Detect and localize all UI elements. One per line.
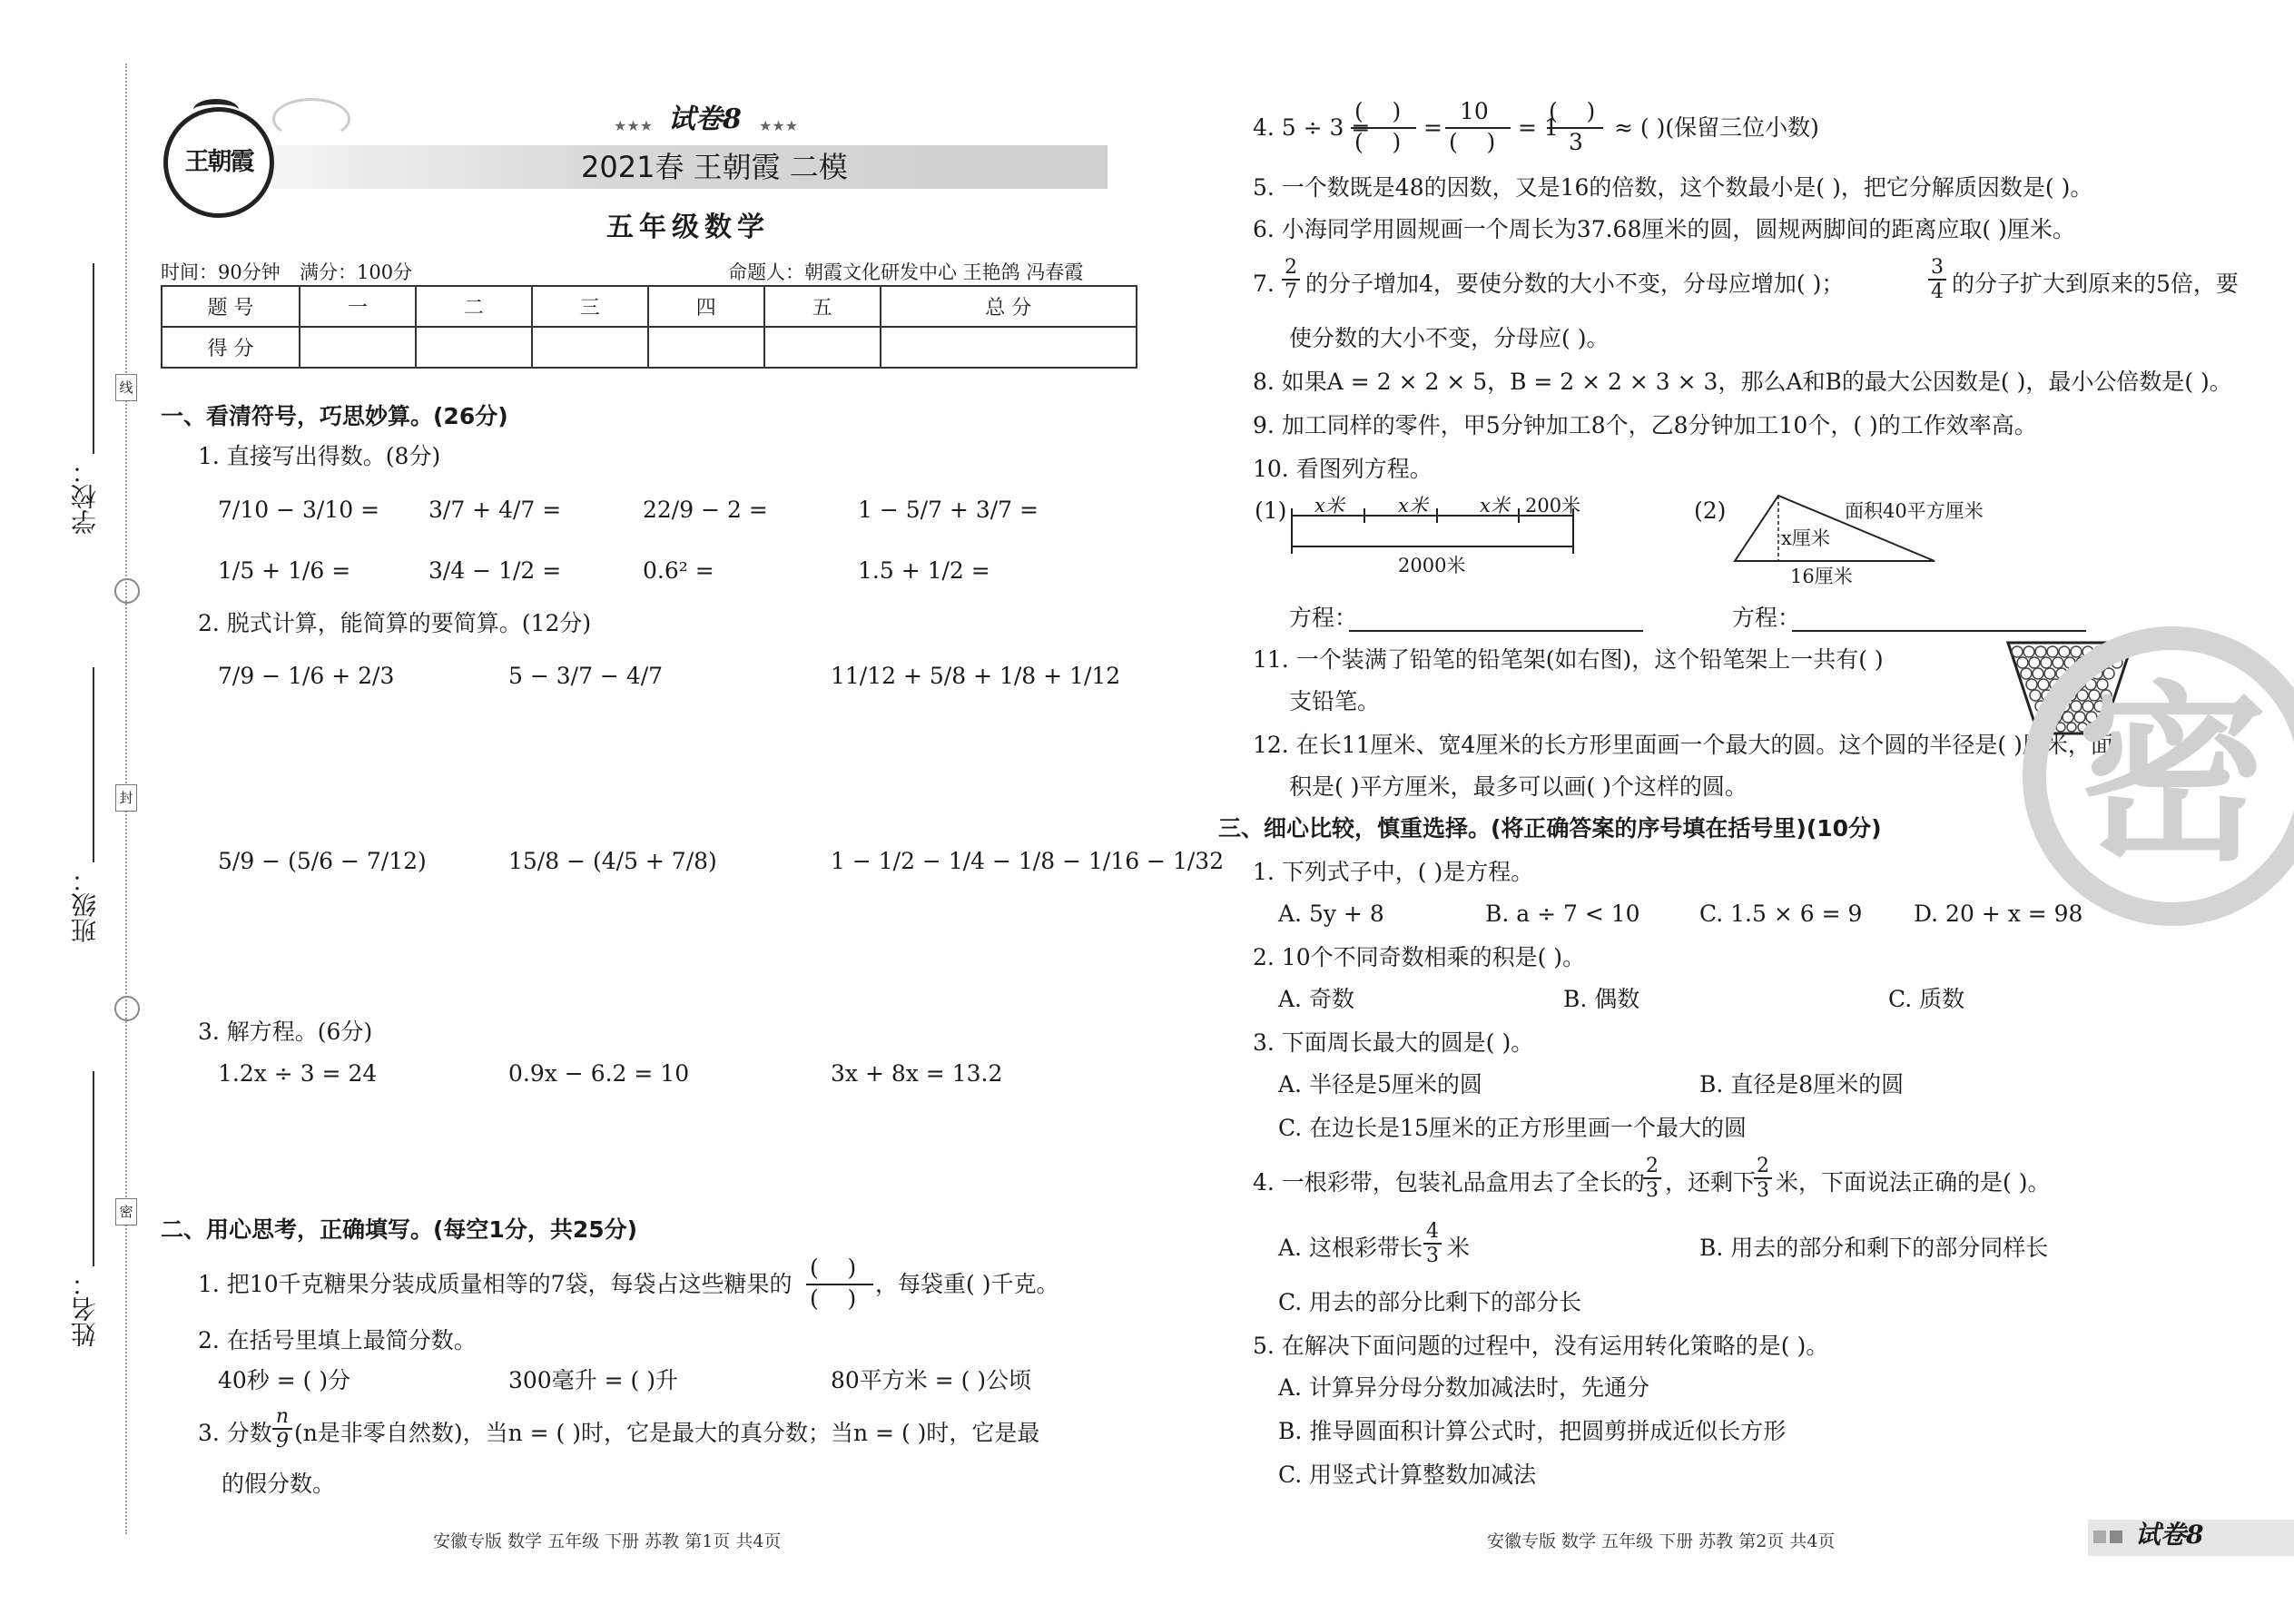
s2-q1-text-b: ，每袋重( )千克。 [875, 1271, 1059, 1297]
denominator: 3 [1423, 1243, 1442, 1267]
section1-title: 一、看清符号，巧思妙算。(26分) [161, 403, 508, 429]
ribbon-decoration-icon [272, 98, 350, 140]
equation-answer-line[interactable] [1349, 630, 1643, 632]
paper-stars-left: ★★★ [614, 117, 654, 134]
s2-q12: 12. 在长11厘米、宽4厘米的长方形里面画一个最大的圆。这个圆的半径是( )厘米，面 [1253, 732, 2113, 758]
s2-q4-text: 4. 5 ÷ 3 = [1253, 114, 1371, 141]
s2-q6: 6. 小海同学用圆规画一个周长为37.68厘米的圆，圆规两脚间的距离应取( )厘米。 [1253, 216, 2075, 242]
eq-sign: = [1423, 114, 1442, 141]
s2-q7-text: 7. [1253, 271, 1275, 297]
name-label: 姓名： [70, 1271, 100, 1347]
s1-q1-item: 0.6² = [643, 557, 714, 584]
fig2-area-label: 面积40平方厘米 [1845, 500, 1984, 522]
eq-label: 方程： [1732, 605, 1801, 631]
score-cell: 四 [648, 286, 764, 327]
three-quarters-fraction [1928, 256, 1946, 303]
s2-q5: 5. 一个数既是48的因数，又是16的倍数，这个数最小是( )，把它分解质因数是( )。 [1253, 174, 2093, 201]
frac2-num: 10 [1460, 98, 1489, 124]
section2-title: 二、用心思考，正确填写。(每空1分，共25分) [161, 1216, 638, 1243]
denominator: 9 [272, 1428, 292, 1452]
footer-paper-tag: 试卷8 [2135, 1520, 2204, 1550]
score-cell: 一 [300, 286, 416, 327]
denominator-blank: ( ) [810, 1285, 857, 1312]
s2-q11-b: 支铅笔。 [1289, 688, 1381, 714]
score-cell: 得 分 [162, 327, 300, 368]
eq-sign: = 1 [1518, 114, 1559, 141]
fig1-seg-label: x米 [1480, 495, 1510, 517]
exam-time: 时间：90分钟 [161, 261, 281, 283]
s2-q10-part2-label: (2) [1694, 497, 1727, 524]
score-cell: 三 [532, 286, 648, 327]
s2-q7-text-b: 的分子增加4，要使分数的大小不变，分母应增加( )； [1305, 271, 1845, 297]
s1-q2-title: 2. 脱式计算，能简算的要简算。(12分) [198, 610, 592, 636]
footer-tag-squares-icon [2093, 1530, 2106, 1543]
binding-tag-line: 线 [115, 374, 137, 401]
frac3-den: 3 [1569, 129, 1583, 155]
score-cell: 题 号 [162, 286, 300, 327]
logo-crown-icon [193, 99, 239, 121]
s3-q4-option-a-unit: 米 [1447, 1235, 1471, 1261]
s3-q5-option[interactable]: C. 用竖式计算整数加减法 [1278, 1462, 1537, 1488]
s2-q12-b: 积是( )平方厘米，最多可以画( )个这样的圆。 [1289, 773, 1748, 800]
s2-q8: 8. 如果A = 2 × 2 × 5，B = 2 × 2 × 3 × 3，那么A和B的最大公因数是( )，最小公倍数是( )。 [1253, 369, 2232, 395]
s2-q2-text: 2. 在括号里填上最简分数。 [198, 1327, 477, 1353]
denominator: 7 [1282, 279, 1300, 303]
numerator-blank: ( ) [810, 1255, 857, 1281]
score-input[interactable] [300, 327, 416, 368]
footer-tag-squares-icon [2110, 1530, 2122, 1543]
score-table-header-row [162, 286, 1137, 327]
score-input[interactable] [416, 327, 532, 368]
denominator: 3 [1754, 1177, 1772, 1202]
s1-q3-title: 3. 解方程。(6分) [198, 1019, 373, 1045]
frac1-num: ( ) [1354, 98, 1402, 124]
footer-left: 安徽专版 数学 五年级 下册 苏教 第1页 共4页 [433, 1531, 782, 1551]
s2-q3-text-b: (n是非零自然数)，当n = ( )时，它是最大的真分数；当n = ( )时，它是最 [294, 1420, 1040, 1446]
s2-q11: 11. 一个装满了铅笔的铅笔架(如右图)，这个铅笔架上一共有( ) [1253, 646, 1884, 673]
name-field[interactable] [93, 1071, 94, 1266]
s1-q1-item: 3/7 + 4/7 = [428, 497, 562, 523]
binding-hole-icon [114, 996, 140, 1021]
s1-q2-item: 5/9 − (5/6 − 7/12) [218, 848, 427, 874]
s2-q7-text-c: 的分子扩大到原来的5倍，要 [1952, 271, 2239, 297]
denominator: 4 [1928, 279, 1946, 303]
s1-q1-title: 1. 直接写出得数。(8分) [198, 443, 441, 469]
score-table-score-row [162, 327, 1137, 368]
s3-q1-option[interactable]: C. 1.5 × 6 = 9 [1699, 901, 1863, 927]
numerator: 2 [1285, 256, 1297, 279]
s1-q2-item: 1 − 1/2 − 1/4 − 1/8 − 1/16 − 1/32 [831, 848, 1225, 874]
s3-q4-text-b: ，还剩下 [1665, 1169, 1757, 1196]
s1-q1-item: 3/4 − 1/2 = [428, 557, 562, 584]
stamp-text: 密 [2076, 664, 2268, 887]
school-field[interactable] [93, 263, 94, 454]
s3-q2-option[interactable]: B. 偶数 [1563, 986, 1640, 1012]
exam-title: 2021春 王朝霞 二模 [581, 150, 848, 184]
score-cell: 五 [764, 286, 881, 327]
two-thirds-fraction [1754, 1155, 1772, 1202]
fig1-seg-label: x米 [1398, 495, 1428, 517]
score-input[interactable] [764, 327, 881, 368]
score-table [161, 285, 1137, 369]
fig2-height-label: x厘米 [1781, 527, 1830, 549]
subject-title: 五年级数学 [606, 212, 770, 243]
s3-q4-option-a[interactable]: A. 这根彩带长 [1278, 1235, 1423, 1261]
s2-q3-text-c: 的假分数。 [222, 1471, 336, 1497]
s1-q1-item: 1.5 + 1/2 = [858, 557, 990, 584]
four-thirds-fraction [1423, 1220, 1442, 1267]
s2-q2-item: 80平方米 = ( )公顷 [831, 1367, 1032, 1393]
section3-title: 三、细心比较，慎重选择。(将正确答案的序号填在括号里)(10分) [1218, 815, 1882, 842]
paper-number: 试卷8 [668, 103, 742, 135]
s1-q1-item: 7/10 − 3/10 = [218, 497, 380, 523]
s2-q9: 9. 加工同样的零件，甲5分钟加工8个，乙8分钟加工10个，( )的工作效率高。 [1253, 412, 2037, 438]
n-over-9-fraction [272, 1405, 292, 1460]
frac2-den: ( ) [1449, 129, 1496, 155]
s2-q10-part1-label: (1) [1255, 497, 1287, 524]
numerator: 3 [1931, 256, 1944, 279]
s1-q2-item: 11/12 + 5/8 + 1/8 + 1/12 [831, 663, 1121, 689]
two-sevenths-fraction [1282, 256, 1300, 303]
class-label: 班级： [70, 867, 100, 943]
numerator: 2 [1757, 1155, 1769, 1177]
exam-full-score: 满分：100分 [300, 261, 413, 283]
s2-q3-text: 3. 分数 [198, 1420, 272, 1446]
s1-q1-item: 22/9 − 2 = [643, 497, 768, 523]
s3-q2-option[interactable]: A. 奇数 [1278, 986, 1354, 1012]
binding-tag-seal: 封 [115, 784, 137, 812]
score-input[interactable] [532, 327, 648, 368]
s3-q4-text: 4. 一根彩带，包装礼品盒用去了全长的 [1253, 1169, 1645, 1196]
s1-q2-item: 7/9 − 1/6 + 2/3 [218, 663, 395, 689]
fig2-base-label: 16厘米 [1790, 566, 1853, 587]
denominator: 3 [1643, 1177, 1661, 1202]
footer-right: 安徽专版 数学 五年级 下册 苏教 第2页 共4页 [1487, 1531, 1836, 1551]
score-input[interactable] [648, 327, 764, 368]
s3-q3-option[interactable]: C. 在边长是15厘米的正方形里画一个最大的圆 [1278, 1115, 1747, 1141]
s3-q1-option[interactable]: B. a ÷ 7 < 10 [1485, 901, 1640, 927]
fig1-total-label: 2000米 [1398, 555, 1466, 576]
binding-hole-icon [114, 578, 140, 604]
score-cell: 总 分 [881, 286, 1137, 327]
s3-q2-option[interactable]: C. 质数 [1888, 986, 1965, 1012]
s1-q3-item: 0.9x − 6.2 = 10 [508, 1060, 690, 1087]
two-thirds-fraction [1643, 1155, 1661, 1202]
s3-q1-option[interactable]: A. 5y + 8 [1278, 901, 1384, 927]
s1-q1-item: 1 − 5/7 + 3/7 = [858, 497, 1039, 523]
school-label: 学校： [70, 458, 100, 535]
s3-q4-text-c: 米，下面说法正确的是( )。 [1776, 1169, 2051, 1196]
s2-q2-item: 300毫升 = ( )升 [508, 1367, 679, 1393]
frac3-num: ( ) [1549, 98, 1596, 124]
logo-icon [163, 107, 274, 218]
s3-q1: 1. 下列式子中，( )是方程。 [1253, 859, 1534, 885]
s2-q4-fractions[interactable] [1351, 98, 1605, 158]
binding-tag-dense: 密 [115, 1198, 137, 1225]
s1-q1-item: 1/5 + 1/6 = [218, 557, 351, 584]
logo-text: 王朝霞 [184, 148, 253, 176]
class-field[interactable] [93, 667, 94, 862]
numerator: 4 [1426, 1220, 1439, 1243]
s1-q2-item: 5 − 3/7 − 4/7 [508, 663, 664, 689]
s3-q5: 5. 在解决下面问题的过程中，没有运用转化策略的是( )。 [1253, 1333, 1829, 1359]
s3-q5-option[interactable]: B. 推导圆面积计算公式时，把圆剪拼成近似长方形 [1278, 1418, 1787, 1444]
fig1-last-label: 200米 [1525, 495, 1581, 517]
score-cell: 二 [416, 286, 532, 327]
s1-q3-item: 3x + 8x = 13.2 [831, 1060, 1003, 1087]
frac1-den: ( ) [1354, 129, 1402, 155]
s2-q7-text-d: 使分数的大小不变，分母应( )。 [1289, 325, 1610, 351]
s3-q3-option[interactable]: A. 半径是5厘米的圆 [1278, 1071, 1482, 1097]
fig1-seg-label: x米 [1314, 495, 1344, 517]
s2-q4-text-b: ≈ ( )(保留三位小数) [1614, 114, 1819, 141]
numerator: 2 [1646, 1155, 1659, 1177]
s2-q1-fraction-blank[interactable] [806, 1256, 873, 1313]
s3-q1-option[interactable]: D. 20 + x = 98 [1914, 901, 2083, 927]
s3-q4-option[interactable]: B. 用去的部分和剩下的部分同样长 [1699, 1235, 2049, 1261]
s1-q2-item: 15/8 − (4/5 + 7/8) [508, 848, 717, 874]
s3-q4-option[interactable]: C. 用去的部分比剩下的部分长 [1278, 1289, 1582, 1315]
s3-q2: 2. 10个不同奇数相乘的积是( )。 [1253, 944, 1586, 970]
s1-q3-item: 1.2x ÷ 3 = 24 [218, 1060, 378, 1087]
score-input[interactable] [881, 327, 1137, 368]
s2-q1-text: 1. 把10千克糖果分装成质量相等的7袋，每袋占这些糖果的 [198, 1271, 793, 1297]
equation-answer-line[interactable] [1792, 630, 2086, 632]
s2-q10: 10. 看图列方程。 [1253, 456, 1433, 482]
exam-authors: 命题人：朝霞文化研发中心 王艳鸽 冯春霞 [728, 261, 1084, 283]
s3-q5-option[interactable]: A. 计算异分母分数加减法时，先通分 [1278, 1374, 1649, 1401]
s2-q2-item: 40秒 = ( )分 [218, 1367, 351, 1393]
s3-q3-option[interactable]: B. 直径是8厘米的圆 [1699, 1071, 1905, 1097]
numerator: n [275, 1405, 290, 1428]
eq-label: 方程： [1289, 605, 1358, 631]
paper-stars-right: ★★★ [759, 117, 799, 134]
s3-q3: 3. 下面周长最大的圆是( )。 [1253, 1029, 1534, 1056]
